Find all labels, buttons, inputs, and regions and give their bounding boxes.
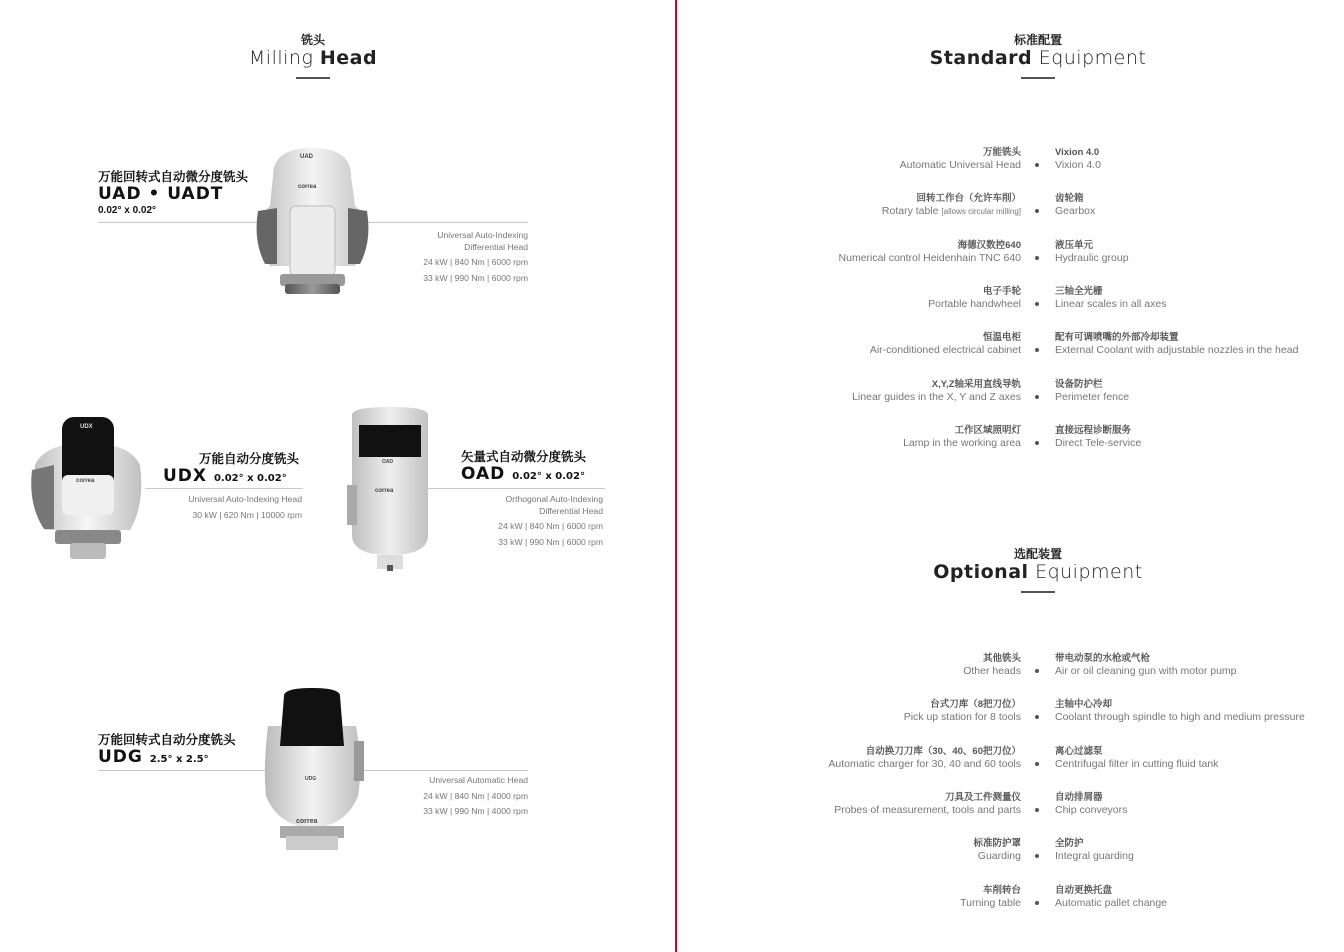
- bullet-dot: [1035, 715, 1039, 719]
- page-divider: [675, 0, 677, 952]
- optional-title-en: Optional Equipment: [933, 561, 1143, 583]
- head-oad-label: [461, 450, 586, 486]
- optional-item-right: 全防护 Integral guarding: [1055, 838, 1134, 863]
- bullet-dot: [1035, 302, 1039, 306]
- head-udg-badge: UDG: [305, 776, 317, 782]
- head-oad-logo: correa: [375, 488, 394, 494]
- optional-title-cn: 选配装置: [1013, 547, 1062, 561]
- head-udx-logo: correa: [76, 478, 95, 484]
- standard-item-right: 液压单元 Hydraulic group: [1055, 239, 1129, 264]
- head-uad-angle: 0.02° x 0.02°: [98, 205, 157, 216]
- head-udx-specs: Universal Auto-Indexing Head 30 kW | 620 Nm | 10000 rpm: [188, 494, 302, 520]
- milling-head-title-en: Milling Head: [248, 47, 378, 69]
- standard-title-en: Standard Equipment: [929, 47, 1147, 69]
- standard-item-right: Vixion 4.0 Vixion 4.0: [1055, 147, 1101, 171]
- standard-item-right: 设备防护栏 Perimeter fence: [1055, 378, 1130, 403]
- standard-item-left: 恒温电柜 Air-conditioned electrical cabinet: [869, 332, 1021, 357]
- head-udg-name-cn: 万能回转式自动分度铣头: [98, 733, 236, 747]
- optional-item-right: 自动更换托盘 Automatic pallet change: [1055, 884, 1168, 909]
- bullet-dot: [1035, 209, 1039, 213]
- standard-title-cn: 标准配置: [1013, 33, 1062, 47]
- head-udg-logo: correa: [296, 818, 318, 825]
- standard-item-left: 海德汉数控640 Numerical control Heidenhain TNC 640: [838, 239, 1021, 264]
- head-udg-specs: Universal Automatic Head 24 kW | 840 Nm | 4000 rpm 33 kW | 990 Nm | 4000 rpm: [423, 775, 528, 816]
- standard-item-left: 回转工作台（允许车削） Rotary table [allows circular milling]: [881, 193, 1021, 218]
- head-oad-name-cn: 矢量式自动微分度铣头: [461, 450, 587, 464]
- standard-item-right: 直接远程诊断服务 Direct Tele-service: [1055, 424, 1142, 449]
- optional-item-left: 其他铣头 Other heads: [963, 653, 1021, 677]
- optional-item-left: 车削转台 Turning table: [960, 884, 1021, 909]
- bullet-dot: [1035, 348, 1039, 352]
- optional-item-left: 自动换刀刀库（30、40、60把刀位） Automatic charger for 30, 40 and 60 tools: [828, 745, 1021, 770]
- bullet-dot: [1035, 256, 1039, 260]
- head-oad-specs: Orthogonal Auto-Indexing Differential Head 24 kW | 840 Nm | 6000 rpm 33 kW | 990 Nm | 6000 rpm: [498, 494, 603, 547]
- standard-item-left: 万能铣头 Automatic Universal Head: [899, 147, 1021, 171]
- head-oad-badge: OAD: [382, 459, 394, 465]
- head-udg-model: UDG 2.5° x 2.5°: [98, 747, 209, 767]
- head-oad-model: OAD 0.02° x 0.02°: [461, 464, 585, 484]
- head-udx-name-cn: 万能自动分度铣头: [199, 452, 300, 466]
- head-uad-name-cn: 万能回转式自动微分度铣头: [98, 170, 249, 184]
- bullet-dot: [1035, 808, 1039, 812]
- bullet-dot: [1035, 395, 1039, 399]
- milling-head-title: [213, 33, 413, 79]
- head-udx-rule: [145, 488, 303, 489]
- head-oad-rule: [425, 488, 605, 489]
- head-udx-image: [30, 415, 145, 565]
- title-underline: [296, 77, 330, 79]
- standard-underline: [1021, 77, 1055, 79]
- optional-item-right: 主轴中心冷却 Coolant through spindle to high and medium pressure: [1055, 699, 1305, 724]
- head-udx-model: UDX 0.02° x 0.02°: [163, 466, 287, 486]
- bullet-dot: [1035, 669, 1039, 673]
- optional-item-left: 台式刀库（8把刀位） Pick up station for 8 tools: [903, 699, 1021, 724]
- head-uad-badge: UAD: [300, 154, 313, 160]
- head-udx-badge: UDX: [80, 424, 93, 430]
- optional-item-right: 带电动泵的水枪或气枪 Air or oil cleaning gun with motor pump: [1055, 653, 1237, 677]
- head-uad-logo: correa: [298, 184, 317, 190]
- standard-equipment-title: [918, 33, 1158, 79]
- optional-item-left: 标准防护罩 Guarding: [973, 838, 1021, 863]
- standard-item-left: 工作区域照明灯 Lamp in the working area: [903, 424, 1021, 449]
- optional-underline: [1021, 591, 1055, 593]
- optional-item-right: 离心过滤泵 Centrifugal filter in cutting fluid tank: [1055, 745, 1219, 770]
- bullet-dot: [1035, 901, 1039, 905]
- bullet-dot: [1035, 163, 1039, 167]
- standard-item-right: 三轴全光栅 Linear scales in all axes: [1055, 285, 1167, 310]
- head-uad-image: [255, 146, 370, 298]
- optional-item-right: 自动排屑器 Chip conveyors: [1055, 791, 1128, 816]
- head-uad-specs: Universal Auto-Indexing Differential Head 24 kW | 840 Nm | 6000 rpm 33 kW | 990 Nm | 6000 rpm: [423, 230, 528, 283]
- bullet-dot: [1035, 854, 1039, 858]
- head-udx-label: [163, 452, 299, 488]
- optional-equipment-title: [918, 547, 1158, 593]
- bullet-dot: [1035, 762, 1039, 766]
- head-udg-label: [98, 733, 236, 769]
- head-uad-label: [98, 170, 248, 217]
- milling-head-title-cn: 铣头: [300, 33, 325, 47]
- standard-item-left: 电子手轮 Portable handwheel: [928, 285, 1021, 310]
- optional-item-left: 刀具及工件测量仪 Probes of measurement, tools and parts: [834, 791, 1021, 816]
- standard-item-right: 配有可调喷嘴的外部冷却装置 External Coolant with adjustable nozzles in the head: [1055, 332, 1299, 357]
- standard-item-left: X,Y,Z轴采用直线导轨 Linear guides in the X, Y and Z axes: [852, 378, 1021, 403]
- head-uad-model: UAD • UADT: [98, 184, 224, 204]
- standard-item-right: 齿轮箱 Gearbox: [1055, 193, 1096, 218]
- head-udg-image: [258, 686, 366, 854]
- bullet-dot: [1035, 441, 1039, 445]
